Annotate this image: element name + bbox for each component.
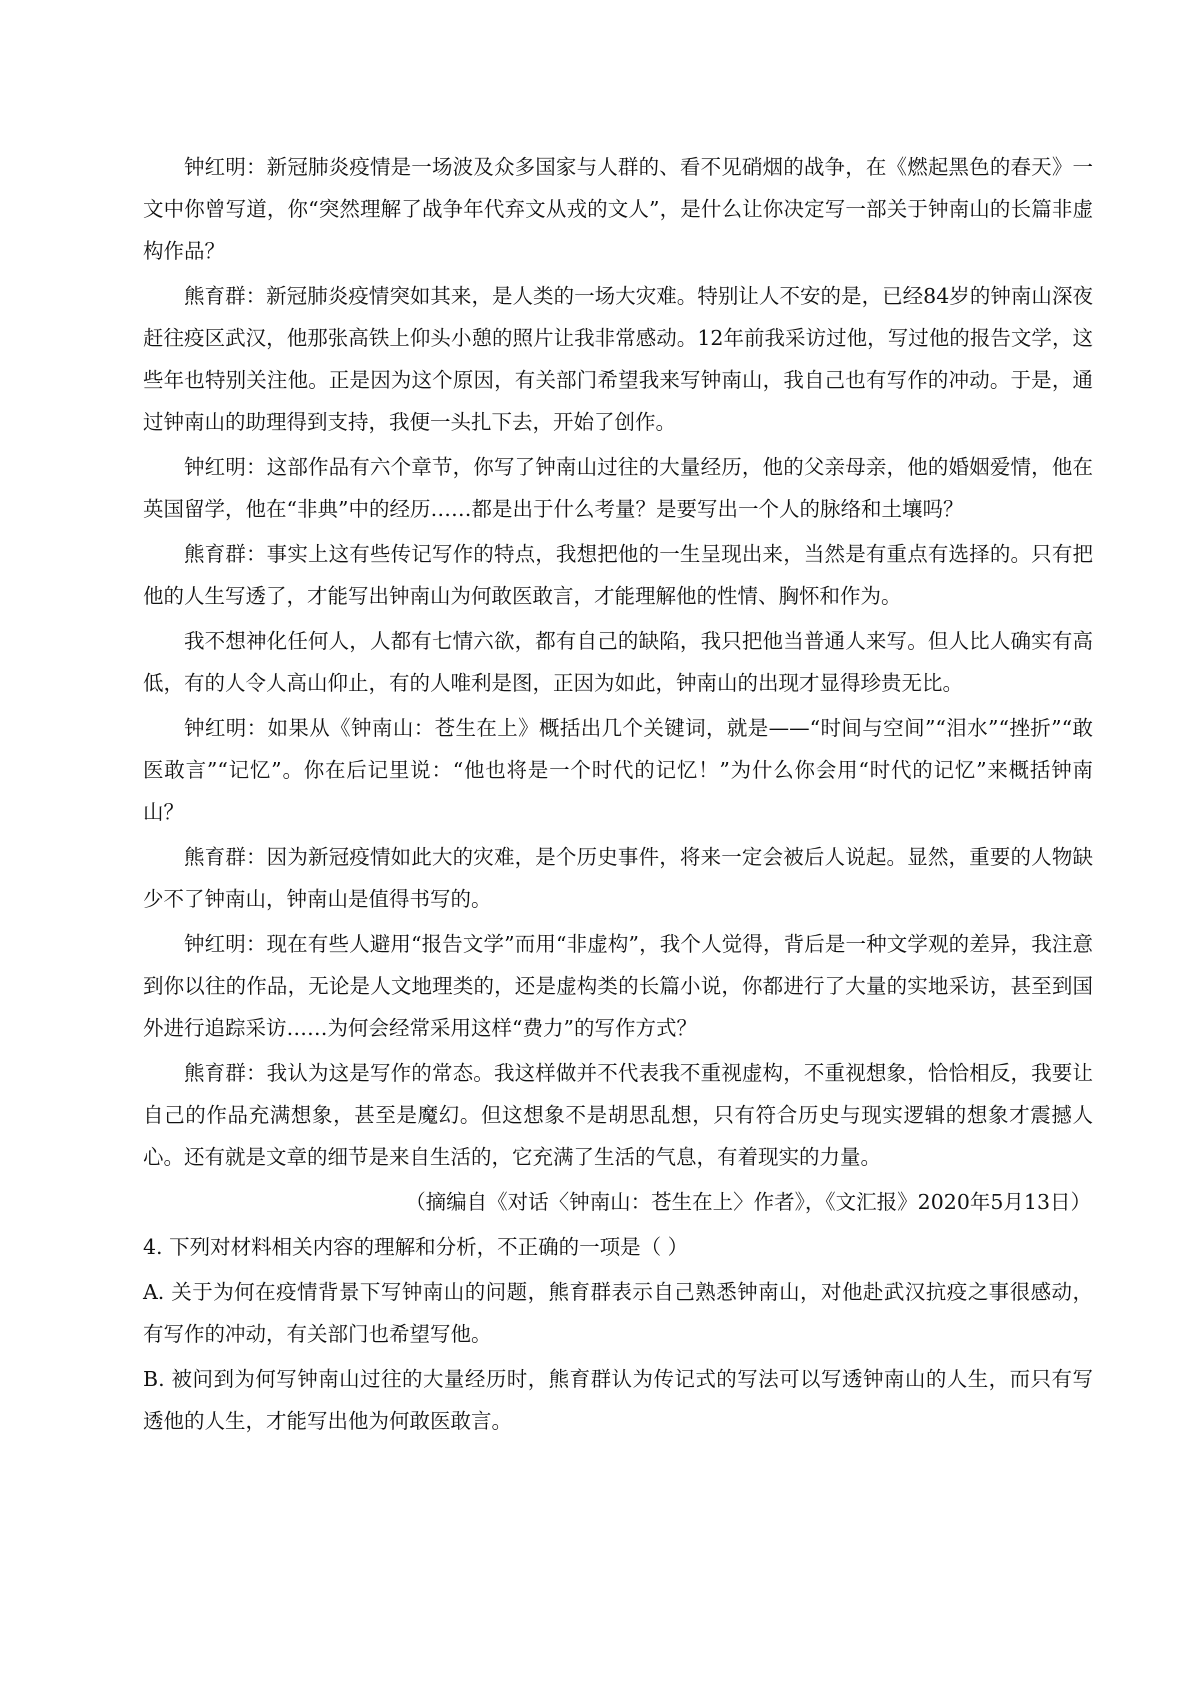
option-b: B. 被问到为何写钟南山过往的大量经历时，熊育群认为传记式的写法可以写透钟南山的人生，而只有写透他的人生，才能写出他为何敢医敢言。 — [143, 1367, 1093, 1433]
dialogue-paragraph-7: 熊育群：因为新冠疫情如此大的灾难，是个历史事件，将来一定会被后人说起。显然，重要的人物缺少不了钟南山，钟南山是值得书写的。 — [143, 845, 1093, 911]
source-citation: （摘编自《对话〈钟南山：苍生在上〉作者》，《文汇报》2020年5月13日） — [405, 1190, 1091, 1214]
dialogue-paragraph-8: 钟红明：现在有些人避用“报告文学”而用“非虚构”，我个人觉得，背后是一种文学观的差异，我注意到你以往的作品，无论是人文地理类的，还是虚构类的长篇小说，你都进行了大量的实地采访，甚至到国外进行追踪采访……为何会经常采用这样“费力”的写作方式？ — [143, 932, 1093, 1040]
dialogue-paragraph-6: 钟红明：如果从《钟南山：苍生在上》概括出几个关键词，就是——“时间与空间”“泪水”“挫折”“敢医敢言”“记忆”。你在后记里说：“他也将是一个时代的记忆！”为什么你会用“时代的记忆”来概括钟南山？ — [143, 716, 1093, 824]
option-a: A. 关于为何在疫情背景下写钟南山的问题，熊育群表示自己熟悉钟南山，对他赴武汉抗疫之事很感动，有写作的冲动，有关部门也希望写他。 — [143, 1280, 1093, 1346]
dialogue-paragraph-2: 熊育群：新冠肺炎疫情突如其来，是人类的一场大灾难。特别让人不安的是，已经84岁的钟南山深夜赶往疫区武汉，他那张高铁上仰头小憩的照片让我非常感动。12年前我采访过他，写过他的报告文学，这些年也特别关注他。正是因为这个原因，有关部门希望我来写钟南山，我自己也有写作的冲动。于是，通过钟南山的助理得到支持，我便一头扎下去，开始了创作。 — [143, 284, 1093, 434]
question-stem: 4. 下列对材料相关内容的理解和分析，不正确的一项是（ ） — [143, 1235, 689, 1259]
page-content — [143, 146, 1093, 1445]
dialogue-paragraph-3: 钟红明：这部作品有六个章节，你写了钟南山过往的大量经历，他的父亲母亲，他的婚姻爱情，他在英国留学，他在“非典”中的经历……都是出于什么考量？是要写出一个人的脉络和土壤吗？ — [143, 455, 1093, 521]
dialogue-paragraph-1: 钟红明：新冠肺炎疫情是一场波及众多国家与人群的、看不见硝烟的战争，在《燃起黑色的春天》一文中你曾写道，你“突然理解了战争年代弃文从戎的文人”，是什么让你决定写一部关于钟南山的长篇非虚构作品？ — [143, 155, 1093, 263]
dialogue-paragraph-4: 熊育群：事实上这有些传记写作的特点，我想把他的一生呈现出来，当然是有重点有选择的。只有把他的人生写透了，才能写出钟南山为何敢医敢言，才能理解他的性情、胸怀和作为。 — [143, 542, 1093, 608]
dialogue-paragraph-9: 熊育群：我认为这是写作的常态。我这样做并不代表我不重视虚构，不重视想象，恰恰相反，我要让自己的作品充满想象，甚至是魔幻。但这想象不是胡思乱想，只有符合历史与现实逻辑的想象才震撼人心。还有就是文章的细节是来自生活的，它充满了生活的气息，有着现实的力量。 — [143, 1061, 1093, 1169]
dialogue-paragraph-5: 我不想神化任何人，人都有七情六欲，都有自己的缺陷，我只把他当普通人来写。但人比人确实有高低，有的人令人高山仰止，有的人唯利是图，正因为如此，钟南山的出现才显得珍贵无比。 — [143, 629, 1093, 695]
